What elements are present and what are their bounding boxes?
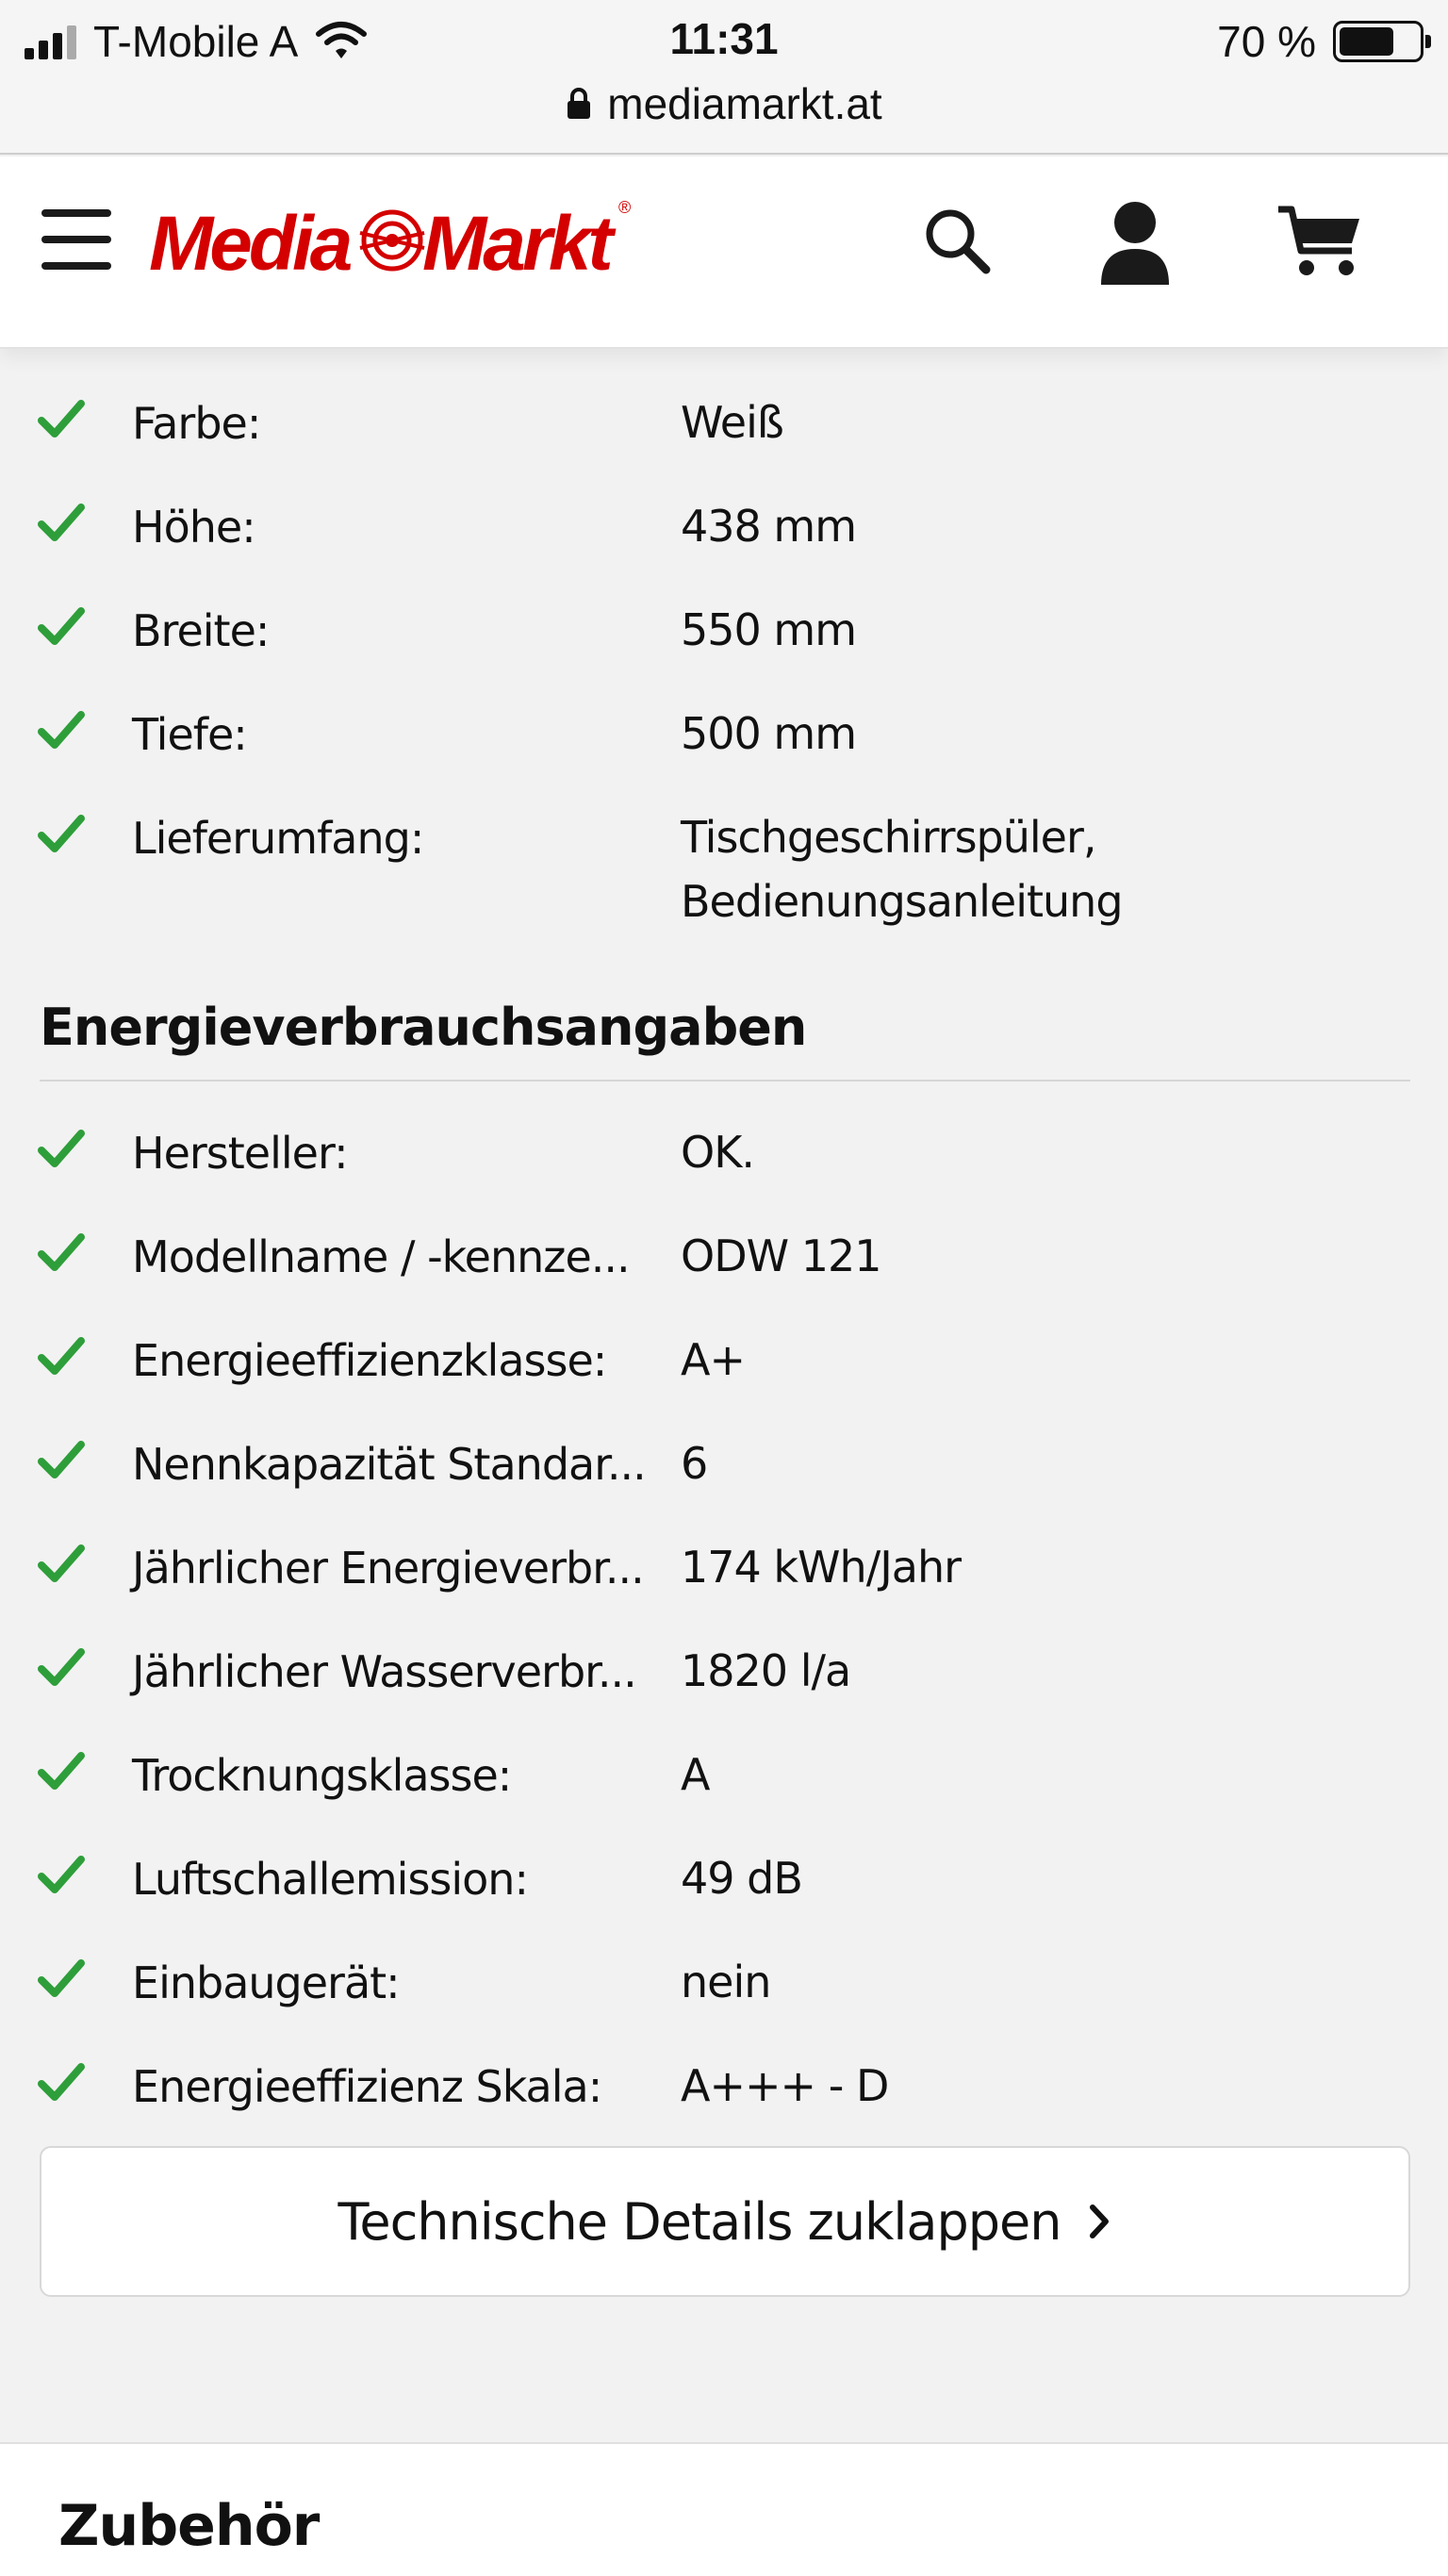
spec-value: A [681, 1749, 710, 1800]
spec-value: 438 mm [681, 501, 857, 552]
address-bar[interactable] [0, 75, 1448, 132]
accessories-title: Zubehör [58, 2493, 320, 2559]
status-bar [0, 0, 1448, 155]
section-divider [40, 1080, 1410, 1082]
spec-label: Modellname / -kennze... [132, 1231, 630, 1282]
spec-label: Farbe: [132, 398, 261, 449]
spec-label: Luftschallemission: [132, 1854, 528, 1905]
account-icon[interactable] [1095, 198, 1175, 285]
spec-label: Hersteller: [132, 1128, 348, 1179]
spec-label: Energieeffizienz Skala: [132, 2061, 602, 2112]
checkmark-icon [38, 398, 85, 439]
spec-value: Tischgeschirrspüler, [681, 812, 1096, 863]
spec-label: Höhe: [132, 502, 255, 553]
spec-value: ODW 121 [681, 1230, 881, 1281]
checkmark-icon [38, 1646, 85, 1688]
mediamarkt-logo[interactable] [145, 189, 635, 292]
battery-icon [1333, 21, 1423, 62]
carrier-name: T-Mobile A [93, 17, 299, 66]
spec-label: Breite: [132, 605, 270, 656]
menu-button[interactable] [41, 209, 111, 270]
search-icon[interactable] [918, 202, 997, 281]
spec-value: OK. [681, 1127, 754, 1178]
checkmark-icon [38, 709, 85, 751]
checkmark-icon [38, 1750, 85, 1792]
spec-label: Lieferumfang: [132, 813, 424, 864]
spec-value-line2: Bedienungsanleitung [681, 876, 1123, 927]
spec-value: nein [681, 1957, 771, 2007]
spec-label: Jährlicher Wasserverbr... [132, 1646, 636, 1697]
spec-value: 49 dB [681, 1853, 802, 1904]
checkmark-icon [38, 1335, 85, 1377]
checkmark-icon [38, 2061, 85, 2103]
checkmark-icon [38, 605, 85, 647]
checkmark-icon [38, 1128, 85, 1169]
spec-value: 500 mm [681, 708, 857, 759]
spec-label: Nennkapazität Standar... [132, 1439, 646, 1490]
checkmark-icon [38, 1543, 85, 1584]
chevron-right-icon [1089, 2204, 1111, 2239]
site-header [0, 157, 1448, 349]
status-right [1217, 13, 1423, 70]
battery-percent: 70 % [1217, 17, 1316, 66]
spec-label: Einbaugerät: [132, 1957, 400, 2008]
spec-value: 174 kWh/Jahr [681, 1542, 962, 1593]
accessories-panel [0, 2442, 1448, 2576]
checkmark-icon [38, 1854, 85, 1895]
spec-label: Tiefe: [132, 709, 247, 760]
spec-label: Energieeffizienzklasse: [132, 1335, 607, 1386]
checkmark-icon [38, 1957, 85, 1999]
spec-value: 6 [681, 1438, 708, 1489]
spec-value: 550 mm [681, 604, 857, 655]
spec-value: A+ [681, 1334, 746, 1385]
svg-text:Markt: Markt [422, 201, 610, 287]
url-text: mediamarkt.at [607, 79, 882, 128]
clock: 11:31 [669, 14, 779, 63]
spec-label: Trocknungsklasse: [132, 1750, 512, 1801]
spec-value: Weiß [681, 397, 783, 448]
checkmark-icon [38, 502, 85, 543]
spec-value: A+++ - D [681, 2060, 889, 2111]
lock-icon [566, 87, 592, 121]
collapse-technical-details-button[interactable] [40, 2146, 1410, 2297]
spec-value: 1820 l/a [681, 1645, 851, 1696]
collapse-button-label: Technische Details zuklappen [337, 2191, 1061, 2252]
svg-text:Media: Media [149, 201, 350, 287]
checkmark-icon [38, 1231, 85, 1273]
checkmark-icon [38, 1439, 85, 1480]
svg-text:®: ® [618, 198, 632, 217]
spec-label: Jährlicher Energieverbr... [132, 1543, 644, 1593]
cart-icon[interactable] [1276, 202, 1365, 281]
section-title-energy: Energieverbrauchsangaben [40, 998, 807, 1057]
checkmark-icon [38, 813, 85, 854]
